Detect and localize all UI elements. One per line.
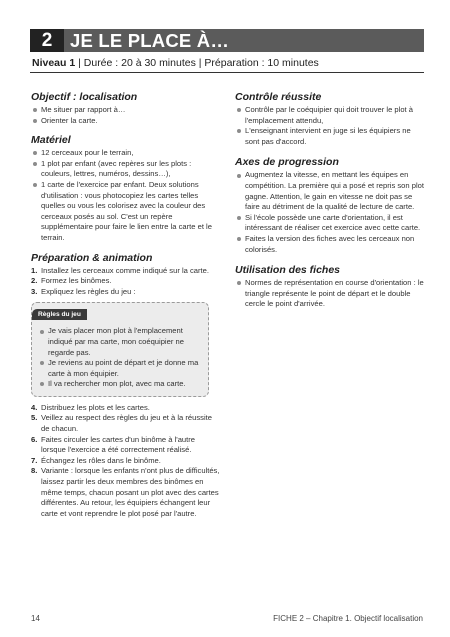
controle-heading: Contrôle réussite: [235, 91, 322, 103]
list-item: Normes de représentation en course d'orientation : le triangle représente le point de départ et le double cercle le point d'arrivée.: [235, 278, 425, 310]
step-text: Expliquez les règles du jeu :: [41, 286, 136, 296]
list-item: Faites la version des fiches avec les cerceaux non colorisés.: [235, 234, 425, 255]
list-item: 1 plot par enfant (avec repères sur les plots : couleurs, lettres, numéros, dessins…),: [31, 159, 221, 180]
objectif-heading: Objectif : localisation: [31, 91, 138, 103]
step-item: [31, 456, 221, 467]
step-number: 4.: [31, 402, 38, 412]
duration-info: | Durée : 20 à 30 minutes | Préparation : 10 minutes: [75, 57, 319, 69]
right-column: [235, 91, 425, 319]
step-text: Variante : lorsque les enfants n'ont plus de difficultés, laissez partir les deux membres des binômes en même temps, chacun posant un plot avec des cartes différentes. Au retour, les équipiers échangent leur carte et vont reprendre le plot posé par l'autre.: [41, 466, 220, 518]
list-item: 1 carte de l'exercice par enfant. Deux solutions d'utilisation : vous photocopiez les cartes telles quelles ou vous les colorisez avec la couleur des cerceaux posés au sol. C'est un repère supplémentaire pour faire le lien entre la carte et le terrain.: [31, 180, 221, 244]
rules-box: [31, 302, 209, 397]
step-text: Veillez au respect des règles du jeu et à la réussite de chacun.: [41, 413, 212, 434]
rules-label: Règles du jeu: [32, 309, 87, 320]
step-number: 3.: [31, 286, 38, 296]
rule-item: Il va rechercher mon plot, avec ma carte.: [38, 379, 202, 390]
utilisation-heading: Utilisation des fiches: [235, 264, 341, 277]
list-item: Si l'école possède une carte d'orientation, il est intéressant de réaliser cet exercice avec cette carte.: [235, 213, 425, 234]
list-item: Contrôle par le coéquipier qui doit trouver le plot à l'emplacement attendu,: [235, 105, 425, 126]
section-materiel: [31, 134, 221, 243]
list-item: Me situer par rapport à…: [31, 105, 221, 116]
step-item: [31, 435, 221, 456]
steps-list-after: [31, 403, 221, 520]
utilisation-list: [235, 278, 425, 310]
step-item: [31, 287, 221, 298]
list-item: 12 cerceaux pour le terrain,: [31, 148, 221, 159]
steps-list-before: [31, 266, 221, 298]
objectif-list: [31, 105, 221, 126]
meta-divider: [30, 72, 424, 73]
step-text: Échangez les rôles dans le binôme.: [41, 455, 161, 465]
materiel-list: [31, 148, 221, 243]
step-number: 2.: [31, 276, 38, 286]
footer-reference: FICHE 2 – Chapitre 1. Objectif localisation: [273, 614, 423, 623]
step-number: 5.: [31, 413, 38, 423]
materiel-heading: Matériel: [31, 134, 71, 147]
page-title: JE LE PLACE À…: [70, 30, 230, 51]
step-text: Faites circuler les cartes d'un binôme à l'autre lorsque l'exercice a été correctement réalisé.: [41, 434, 195, 455]
axes-heading: Axes de progression: [235, 156, 339, 169]
list-item: L'enseignant intervient en juge si les équipiers ne sont pas d'accord.: [235, 126, 425, 147]
step-text: Distribuez les plots et les cartes.: [41, 402, 150, 412]
section-controle: [235, 91, 425, 147]
preparation-heading: Préparation & animation: [31, 251, 153, 264]
rules-list: [38, 326, 202, 390]
meta-line: [32, 57, 319, 70]
step-item: [31, 266, 221, 277]
step-number: 7.: [31, 455, 38, 465]
rule-item: Je reviens au point de départ et je donne ma carte à mon équipier.: [38, 358, 202, 379]
section-objectif: [31, 91, 221, 126]
step-item: [31, 466, 221, 519]
level-label: Niveau 1: [32, 57, 76, 69]
rule-item: Je vais placer mon plot à l'emplacement indiqué par ma carte, mon coéquipier ne regarde pas.: [38, 326, 202, 358]
step-item: [31, 276, 221, 287]
step-text: Formez les binômes.: [41, 276, 112, 286]
section-axes: [235, 156, 425, 255]
page-number: 14: [31, 614, 40, 623]
step-item: [31, 413, 221, 434]
step-number: 1.: [31, 265, 38, 275]
step-number: 8.: [31, 466, 38, 476]
axes-list: [235, 170, 425, 255]
step-number: 6.: [31, 434, 38, 444]
list-item: Augmentez la vitesse, en mettant les équipes en compétition. La première qui a posé et repris son plot gagne. Attention, le gain en vitesse ne doit pas se faire au détriment de la qualité de lecture de carte.: [235, 170, 425, 212]
step-item: [31, 403, 221, 414]
section-utilisation: [235, 264, 425, 310]
step-text: Installez les cerceaux comme indiqué sur la carte.: [41, 265, 209, 275]
fiche-number: 2: [30, 29, 64, 52]
list-item: Orienter la carte.: [31, 116, 221, 127]
left-column: [31, 91, 221, 527]
section-preparation: [31, 252, 221, 520]
controle-list: [235, 105, 425, 147]
